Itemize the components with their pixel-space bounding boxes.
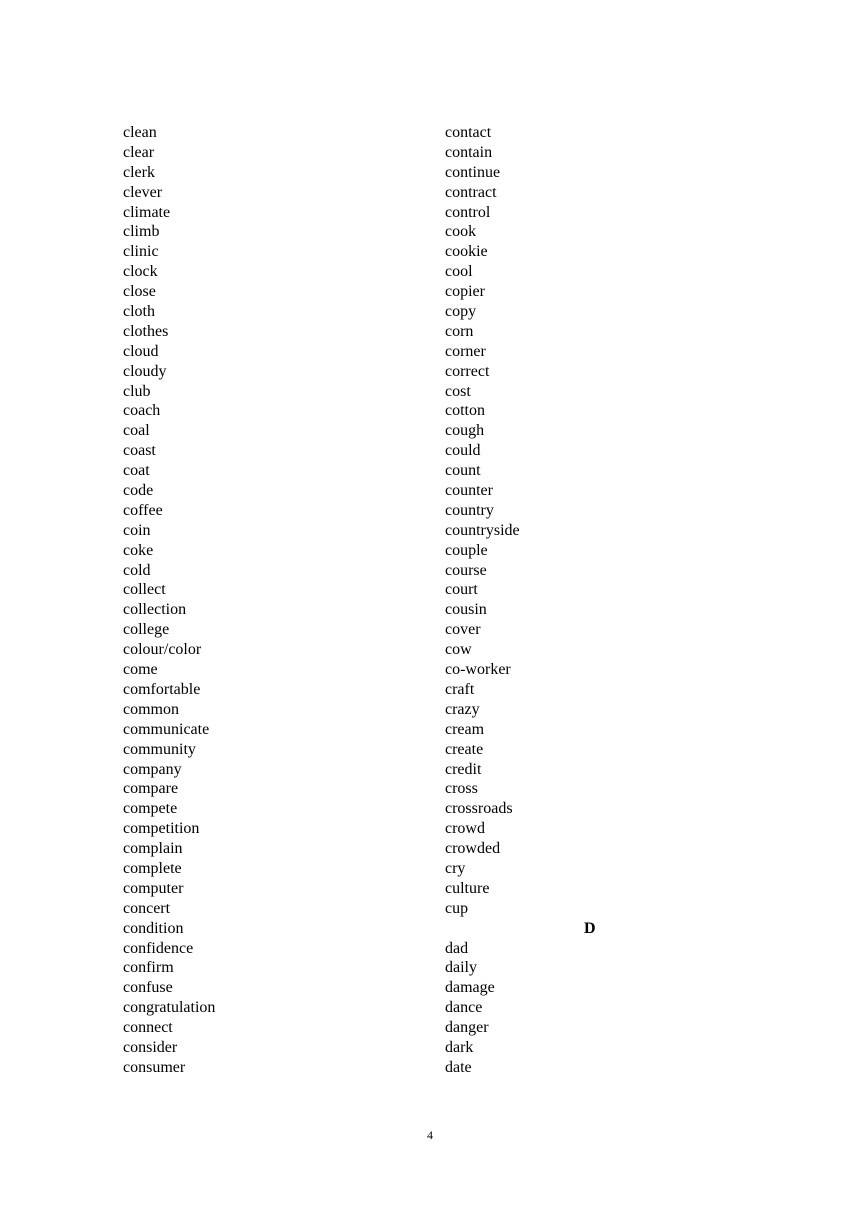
word-entry: clock xyxy=(123,263,158,281)
word-entry: coffee xyxy=(123,501,163,519)
word-entry: coke xyxy=(123,541,154,559)
word-entry: crossroads xyxy=(445,800,513,818)
word-entry: confuse xyxy=(123,979,173,997)
word-entry: dance xyxy=(445,999,483,1017)
word-entry: coal xyxy=(123,422,150,440)
word-entry: college xyxy=(123,621,170,639)
word-entry: dark xyxy=(445,1038,474,1056)
word-entry: cotton xyxy=(445,402,485,420)
word-entry: culture xyxy=(445,879,490,897)
word-entry: clear xyxy=(123,143,155,161)
word-entry: could xyxy=(445,442,481,460)
word-entry: confidence xyxy=(123,939,194,957)
word-entry: complete xyxy=(123,859,182,877)
word-entry: competition xyxy=(123,820,200,838)
word-entry: cup xyxy=(445,899,469,917)
word-entry: compare xyxy=(123,780,179,798)
word-entry: continue xyxy=(445,163,501,181)
word-entry: dad xyxy=(445,939,469,957)
word-entry: comfortable xyxy=(123,680,201,698)
word-entry: coin xyxy=(123,521,151,539)
word-entry: complain xyxy=(123,840,183,858)
word-entry: create xyxy=(445,740,484,758)
word-entry: colour/color xyxy=(123,641,202,659)
word-entry: co-worker xyxy=(445,661,511,679)
word-entry: danger xyxy=(445,1019,489,1037)
word-entry: clever xyxy=(123,183,163,201)
word-entry: corn xyxy=(445,322,474,340)
word-entry: copy xyxy=(445,303,477,321)
word-entry: coat xyxy=(123,462,150,480)
page-number: 4 xyxy=(427,1128,433,1142)
word-entry: cold xyxy=(123,561,151,579)
word-entry: contain xyxy=(445,143,493,161)
word-entry: clean xyxy=(123,124,157,141)
word-entry: clinic xyxy=(123,243,159,261)
word-entry: cookie xyxy=(445,243,488,261)
word-entry: cook xyxy=(445,223,477,241)
word-entry: couple xyxy=(445,541,488,559)
word-group-d xyxy=(445,939,745,1078)
word-entry: count xyxy=(445,462,481,480)
word-entry: counter xyxy=(445,482,493,500)
word-entry: country xyxy=(445,501,494,519)
word-entry: cool xyxy=(445,263,473,281)
word-entry: countryside xyxy=(445,521,520,539)
word-entry: condition xyxy=(123,919,184,937)
word-entry: confirm xyxy=(123,959,174,977)
word-entry: code xyxy=(123,482,154,500)
word-entry: contact xyxy=(445,124,492,141)
word-column-right xyxy=(445,123,745,1078)
word-entry: concert xyxy=(123,899,171,917)
word-entry: copier xyxy=(445,283,485,301)
word-entry: cloudy xyxy=(123,362,167,380)
word-entry: cover xyxy=(445,621,481,639)
word-entry: craft xyxy=(445,680,475,698)
word-entry: collection xyxy=(123,601,187,619)
word-entry: compete xyxy=(123,800,178,818)
word-entry: common xyxy=(123,700,179,718)
word-entry: crowded xyxy=(445,840,501,858)
word-entry: crazy xyxy=(445,700,480,718)
word-entry: coast xyxy=(123,442,156,460)
word-entry: damage xyxy=(445,979,495,997)
word-entry: corner xyxy=(445,342,486,360)
word-entry: company xyxy=(123,760,182,778)
section-heading-d: D xyxy=(584,919,596,937)
word-entry: court xyxy=(445,581,478,599)
word-entry: cry xyxy=(445,859,466,877)
word-entry: climb xyxy=(123,223,160,241)
word-entry: communicate xyxy=(123,720,210,738)
word-entry: community xyxy=(123,740,196,758)
word-entry: cow xyxy=(445,641,472,659)
word-entry: club xyxy=(123,382,151,400)
word-entry: cost xyxy=(445,382,471,400)
word-entry: control xyxy=(445,203,491,221)
word-entry: coach xyxy=(123,402,161,420)
word-entry: clothes xyxy=(123,322,169,340)
word-entry: cream xyxy=(445,720,485,738)
word-entry: cough xyxy=(445,422,485,440)
word-entry: clerk xyxy=(123,163,155,181)
word-entry: credit xyxy=(445,760,482,778)
word-entry: crowd xyxy=(445,820,485,838)
word-entry: close xyxy=(123,283,156,301)
word-entry: consider xyxy=(123,1038,178,1056)
word-entry: cross xyxy=(445,780,478,798)
word-entry: course xyxy=(445,561,487,579)
word-entry: cousin xyxy=(445,601,487,619)
word-entry: collect xyxy=(123,581,166,599)
word-entry: come xyxy=(123,661,158,679)
word-entry: contract xyxy=(445,183,497,201)
word-entry: congratulation xyxy=(123,999,216,1017)
word-entry: date xyxy=(445,1058,472,1076)
word-group-c xyxy=(445,123,745,919)
word-column-left xyxy=(123,123,423,1078)
word-entry: consumer xyxy=(123,1058,186,1076)
word-entry: cloud xyxy=(123,342,159,360)
word-entry: connect xyxy=(123,1019,173,1037)
word-entry: climate xyxy=(123,203,171,221)
word-entry: cloth xyxy=(123,303,155,321)
word-entry: daily xyxy=(445,959,477,977)
word-entry: correct xyxy=(445,362,490,380)
word-entry: computer xyxy=(123,879,184,897)
